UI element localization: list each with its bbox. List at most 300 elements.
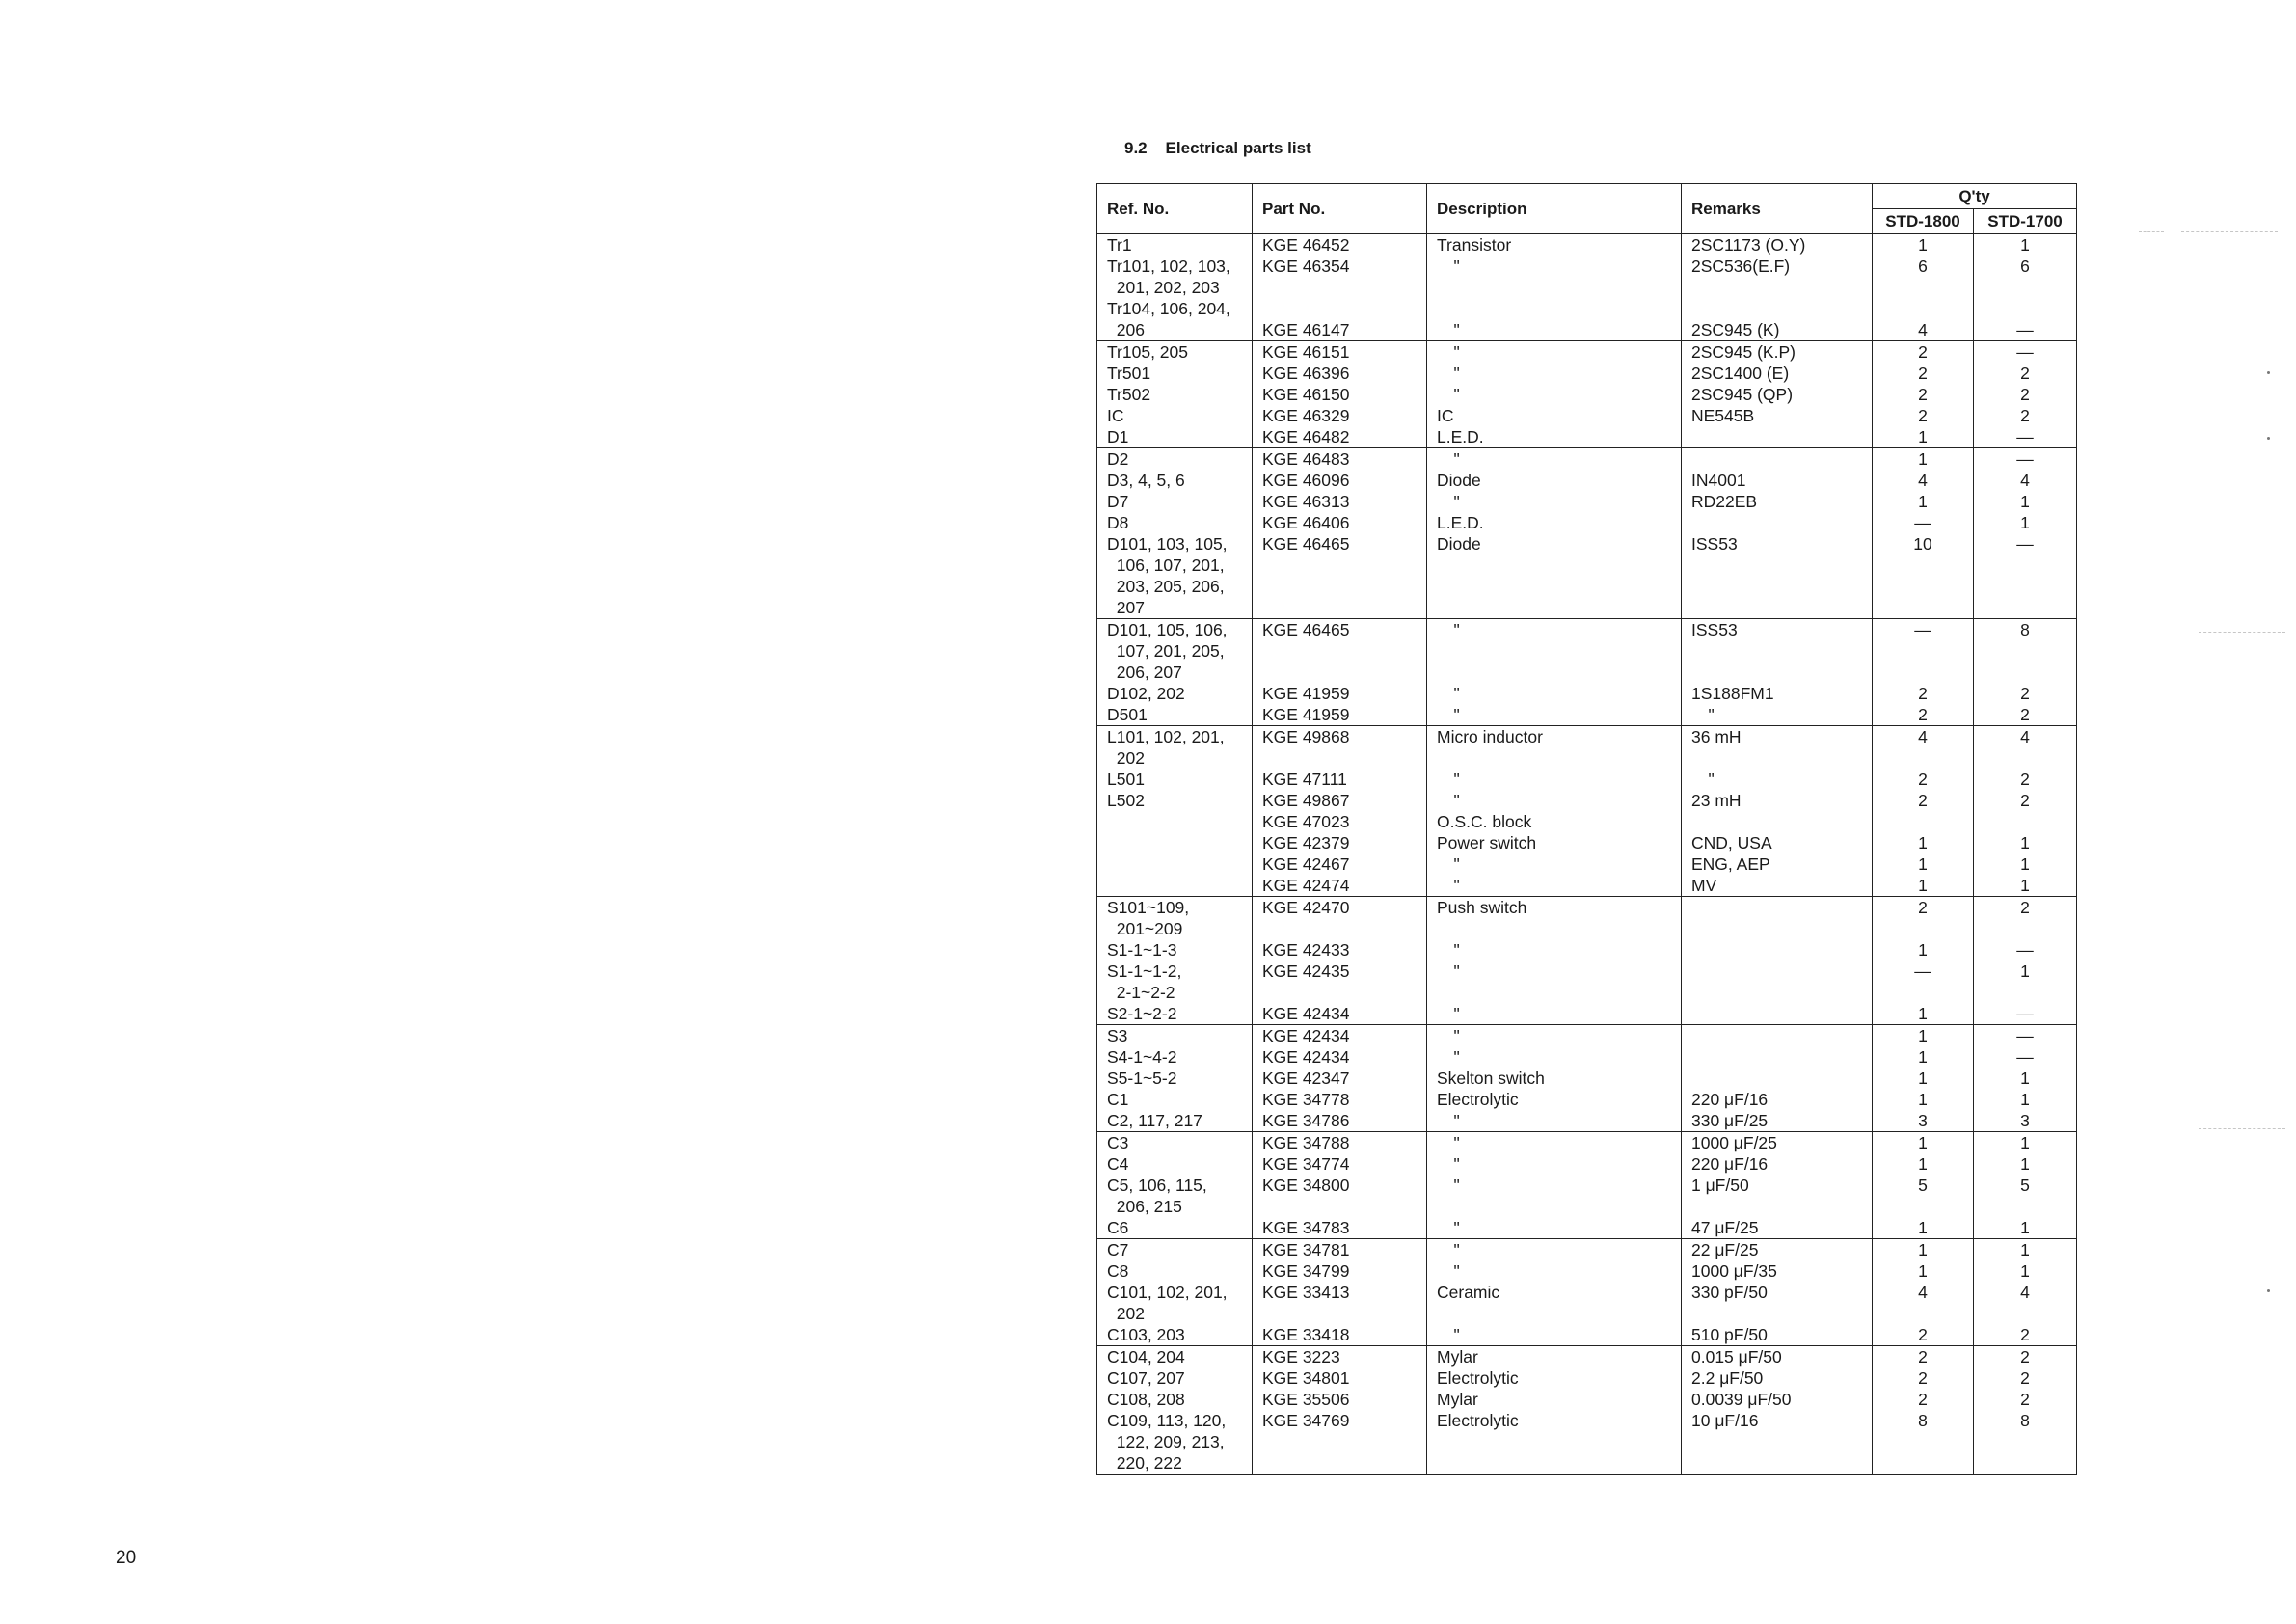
cell-part-no: KGE 46452: [1253, 234, 1427, 257]
header-remarks: Remarks: [1682, 184, 1873, 234]
cell-part-no: KGE 34799: [1253, 1260, 1427, 1282]
cell-remarks: [1682, 1068, 1873, 1089]
cell-qty-std-1800: 2: [1873, 769, 1974, 790]
table-row: [1097, 512, 2077, 533]
cell-ref-no: Tr501: [1097, 363, 1253, 384]
cell-qty-std-1800: 1: [1873, 234, 1974, 257]
cell-part-no: KGE 41959: [1253, 704, 1427, 726]
cell-part-no: KGE 42434: [1253, 1025, 1427, 1047]
cell-remarks: 220 μF/16: [1682, 1089, 1873, 1110]
cell-description: ": [1427, 1025, 1682, 1047]
cell-ref-no: S101~109, 201~209: [1097, 897, 1253, 940]
table-row: [1097, 1025, 2077, 1047]
cell-ref-no: S3: [1097, 1025, 1253, 1047]
cell-qty-std-1800: 2: [1873, 363, 1974, 384]
cell-qty-std-1800: 1: [1873, 448, 1974, 471]
cell-ref-no: C6: [1097, 1217, 1253, 1239]
table-body: [1097, 234, 2077, 1475]
table-row: [1097, 1389, 2077, 1410]
cell-qty-std-1800: 1: [1873, 853, 1974, 875]
cell-description: Power switch: [1427, 832, 1682, 853]
cell-remarks: 2SC945 (QP): [1682, 384, 1873, 405]
cell-ref-no: C3: [1097, 1132, 1253, 1154]
cell-qty-std-1800: 1: [1873, 1068, 1974, 1089]
cell-remarks: [1682, 939, 1873, 961]
cell-remarks: 2SC945 (K.P): [1682, 341, 1873, 364]
cell-qty-std-1800: 1: [1873, 939, 1974, 961]
table-row: [1097, 384, 2077, 405]
cell-qty-std-1800: 4: [1873, 726, 1974, 770]
cell-description: Electrolytic: [1427, 1367, 1682, 1389]
cell-description: ": [1427, 939, 1682, 961]
table-row: [1097, 619, 2077, 684]
table-row: [1097, 1132, 2077, 1154]
cell-part-no: KGE 34788: [1253, 1132, 1427, 1154]
cell-ref-no: [1097, 832, 1253, 853]
cell-ref-no: C103, 203: [1097, 1324, 1253, 1346]
cell-part-no: KGE 34801: [1253, 1367, 1427, 1389]
cell-remarks: NE545B: [1682, 405, 1873, 426]
cell-qty-std-1700: 2: [1974, 1389, 2077, 1410]
cell-part-no: KGE 42434: [1253, 1046, 1427, 1068]
table-row: [1097, 1089, 2077, 1110]
cell-description: L.E.D.: [1427, 512, 1682, 533]
cell-remarks: [1682, 1025, 1873, 1047]
cell-description: ": [1427, 853, 1682, 875]
cell-description: ": [1427, 683, 1682, 704]
cell-part-no: KGE 42474: [1253, 875, 1427, 897]
cell-qty-std-1800: 10: [1873, 533, 1974, 619]
cell-remarks: 2SC536(E.F): [1682, 256, 1873, 298]
cell-remarks: 0.015 μF/50: [1682, 1346, 1873, 1368]
cell-part-no: KGE 46483: [1253, 448, 1427, 471]
cell-description: ": [1427, 1110, 1682, 1132]
cell-remarks: 2.2 μF/50: [1682, 1367, 1873, 1389]
cell-remarks: [1682, 1003, 1873, 1025]
cell-qty-std-1800: 2: [1873, 1324, 1974, 1346]
cell-qty-std-1700: —: [1974, 448, 2077, 471]
cell-qty-std-1700: —: [1974, 939, 2077, 961]
cell-ref-no: D2: [1097, 448, 1253, 471]
empty-cell: [1253, 1474, 1427, 1475]
cell-qty-std-1700: —: [1974, 1046, 2077, 1068]
cell-remarks: 36 mH: [1682, 726, 1873, 770]
cell-description: ": [1427, 1175, 1682, 1217]
table-row: [1097, 405, 2077, 426]
scan-speck: [2267, 371, 2270, 374]
cell-remarks: 2SC1400 (E): [1682, 363, 1873, 384]
cell-part-no: KGE 34778: [1253, 1089, 1427, 1110]
cell-remarks: [1682, 426, 1873, 448]
cell-ref-no: [1097, 853, 1253, 875]
cell-description: Micro inductor: [1427, 726, 1682, 770]
table-row: [1097, 1260, 2077, 1282]
cell-part-no: KGE 46329: [1253, 405, 1427, 426]
cell-part-no: KGE 47023: [1253, 811, 1427, 832]
cell-qty-std-1700: —: [1974, 1025, 2077, 1047]
cell-ref-no: Tr104, 106, 204, 206: [1097, 298, 1253, 341]
cell-ref-no: D102, 202: [1097, 683, 1253, 704]
cell-qty-std-1700: —: [1974, 426, 2077, 448]
cell-qty-std-1800: 4: [1873, 1282, 1974, 1324]
table-row: [1097, 1046, 2077, 1068]
cell-qty-std-1800: 4: [1873, 470, 1974, 491]
section-heading: Electrical parts list: [1165, 139, 1311, 157]
cell-ref-no: L101, 102, 201, 202: [1097, 726, 1253, 770]
table-row: [1097, 1003, 2077, 1025]
cell-ref-no: Tr105, 205: [1097, 341, 1253, 364]
cell-part-no: KGE 46096: [1253, 470, 1427, 491]
table-row: [1097, 1346, 2077, 1368]
cell-remarks: [1682, 961, 1873, 1003]
cell-remarks: 1000 μF/25: [1682, 1132, 1873, 1154]
cell-remarks: MV: [1682, 875, 1873, 897]
cell-qty-std-1800: 1: [1873, 1046, 1974, 1068]
cell-part-no: KGE 49867: [1253, 790, 1427, 811]
cell-description: IC: [1427, 405, 1682, 426]
cell-description: Mylar: [1427, 1346, 1682, 1368]
table-row: [1097, 234, 2077, 257]
cell-qty-std-1800: 4: [1873, 298, 1974, 341]
table-row: [1097, 1282, 2077, 1324]
cell-part-no: KGE 42347: [1253, 1068, 1427, 1089]
cell-qty-std-1700: 1: [1974, 853, 2077, 875]
table-row: [1097, 491, 2077, 512]
margin-mark: [2139, 231, 2164, 232]
table-row: [1097, 811, 2077, 832]
cell-ref-no: S4-1~4-2: [1097, 1046, 1253, 1068]
table-row: [1097, 1410, 2077, 1474]
table-row: [1097, 875, 2077, 897]
table-row: [1097, 1153, 2077, 1175]
cell-qty-std-1700: 3: [1974, 1110, 2077, 1132]
cell-qty-std-1800: [1873, 811, 1974, 832]
cell-part-no: KGE 46147: [1253, 298, 1427, 341]
cell-remarks: [1682, 811, 1873, 832]
cell-qty-std-1700: 1: [1974, 1089, 2077, 1110]
cell-description: Skelton switch: [1427, 1068, 1682, 1089]
cell-ref-no: C4: [1097, 1153, 1253, 1175]
table-row: [1097, 704, 2077, 726]
cell-remarks: 23 mH: [1682, 790, 1873, 811]
cell-qty-std-1700: 2: [1974, 790, 2077, 811]
cell-qty-std-1800: 3: [1873, 1110, 1974, 1132]
cell-qty-std-1700: 1: [1974, 512, 2077, 533]
cell-remarks: ISS53: [1682, 619, 1873, 684]
cell-qty-std-1700: 1: [1974, 1217, 2077, 1239]
cell-qty-std-1800: —: [1873, 961, 1974, 1003]
cell-qty-std-1800: 1: [1873, 1239, 1974, 1261]
cell-qty-std-1800: 2: [1873, 1389, 1974, 1410]
cell-qty-std-1800: 2: [1873, 1346, 1974, 1368]
cell-qty-std-1700: 1: [1974, 234, 2077, 257]
cell-description: Mylar: [1427, 1389, 1682, 1410]
cell-description: ": [1427, 961, 1682, 1003]
cell-part-no: KGE 34800: [1253, 1175, 1427, 1217]
table-filler-row: [1097, 1474, 2077, 1475]
cell-qty-std-1700: 5: [1974, 1175, 2077, 1217]
cell-remarks: 330 μF/25: [1682, 1110, 1873, 1132]
table-row: [1097, 853, 2077, 875]
cell-ref-no: C104, 204: [1097, 1346, 1253, 1368]
cell-ref-no: D7: [1097, 491, 1253, 512]
cell-description: ": [1427, 1132, 1682, 1154]
cell-ref-no: S2-1~2-2: [1097, 1003, 1253, 1025]
cell-part-no: KGE 34774: [1253, 1153, 1427, 1175]
section-number: 9.2: [1124, 139, 1148, 157]
cell-ref-no: C109, 113, 120, 122, 209, 213, 220, 222: [1097, 1410, 1253, 1474]
cell-part-no: KGE 42379: [1253, 832, 1427, 853]
table-row: [1097, 1110, 2077, 1132]
cell-qty-std-1700: 2: [1974, 704, 2077, 726]
table-row: [1097, 726, 2077, 770]
cell-remarks: [1682, 897, 1873, 940]
cell-part-no: KGE 34769: [1253, 1410, 1427, 1474]
cell-description: Transistor: [1427, 234, 1682, 257]
cell-ref-no: D101, 105, 106, 107, 201, 205, 206, 207: [1097, 619, 1253, 684]
cell-qty-std-1700: —: [1974, 298, 2077, 341]
cell-ref-no: Tr502: [1097, 384, 1253, 405]
section-title: [1124, 139, 1311, 158]
cell-part-no: KGE 47111: [1253, 769, 1427, 790]
cell-qty-std-1700: [1974, 811, 2077, 832]
cell-qty-std-1700: —: [1974, 341, 2077, 364]
cell-description: ": [1427, 341, 1682, 364]
cell-description: Diode: [1427, 470, 1682, 491]
cell-remarks: 510 pF/50: [1682, 1324, 1873, 1346]
cell-ref-no: Tr101, 102, 103, 201, 202, 203: [1097, 256, 1253, 298]
cell-description: Electrolytic: [1427, 1089, 1682, 1110]
cell-remarks: IN4001: [1682, 470, 1873, 491]
cell-qty-std-1800: 2: [1873, 405, 1974, 426]
cell-remarks: ": [1682, 704, 1873, 726]
cell-qty-std-1700: 2: [1974, 363, 2077, 384]
cell-part-no: KGE 42435: [1253, 961, 1427, 1003]
table-row: [1097, 363, 2077, 384]
cell-remarks: 1000 μF/35: [1682, 1260, 1873, 1282]
cell-description: Push switch: [1427, 897, 1682, 940]
cell-part-no: KGE 46151: [1253, 341, 1427, 364]
cell-part-no: KGE 42467: [1253, 853, 1427, 875]
cell-ref-no: C7: [1097, 1239, 1253, 1261]
cell-ref-no: C8: [1097, 1260, 1253, 1282]
cell-ref-no: [1097, 811, 1253, 832]
cell-description: O.S.C. block: [1427, 811, 1682, 832]
cell-remarks: CND, USA: [1682, 832, 1873, 853]
cell-qty-std-1700: 1: [1974, 1260, 2077, 1282]
cell-ref-no: L502: [1097, 790, 1253, 811]
cell-qty-std-1700: 1: [1974, 1132, 2077, 1154]
table-row: [1097, 1239, 2077, 1261]
cell-qty-std-1700: 2: [1974, 769, 2077, 790]
table-row: [1097, 533, 2077, 619]
cell-qty-std-1700: 4: [1974, 726, 2077, 770]
cell-ref-no: S1-1~1-3: [1097, 939, 1253, 961]
cell-ref-no: [1097, 875, 1253, 897]
table-row: [1097, 683, 2077, 704]
cell-qty-std-1800: 2: [1873, 790, 1974, 811]
cell-part-no: KGE 46482: [1253, 426, 1427, 448]
table-row: [1097, 1367, 2077, 1389]
cell-qty-std-1800: 1: [1873, 875, 1974, 897]
cell-qty-std-1800: 1: [1873, 1153, 1974, 1175]
cell-part-no: KGE 34783: [1253, 1217, 1427, 1239]
cell-qty-std-1700: 8: [1974, 1410, 2077, 1474]
cell-part-no: KGE 46150: [1253, 384, 1427, 405]
table-row: [1097, 790, 2077, 811]
empty-cell: [1682, 1474, 1873, 1475]
margin-mark: [2199, 1128, 2285, 1129]
header-qty: Q'ty: [1873, 184, 2077, 209]
cell-qty-std-1800: 1: [1873, 1089, 1974, 1110]
cell-qty-std-1700: 1: [1974, 875, 2077, 897]
cell-ref-no: C107, 207: [1097, 1367, 1253, 1389]
cell-remarks: 10 μF/16: [1682, 1410, 1873, 1474]
cell-remarks: 47 μF/25: [1682, 1217, 1873, 1239]
cell-ref-no: IC: [1097, 405, 1253, 426]
cell-description: ": [1427, 1260, 1682, 1282]
cell-ref-no: S5-1~5-2: [1097, 1068, 1253, 1089]
empty-cell: [1097, 1474, 1253, 1475]
cell-description: ": [1427, 790, 1682, 811]
cell-ref-no: C1: [1097, 1089, 1253, 1110]
page-number: 20: [116, 1548, 137, 1568]
cell-qty-std-1800: 1: [1873, 491, 1974, 512]
cell-qty-std-1700: 1: [1974, 832, 2077, 853]
cell-qty-std-1700: 2: [1974, 384, 2077, 405]
cell-part-no: KGE 46406: [1253, 512, 1427, 533]
header-ref-no: Ref. No.: [1097, 184, 1253, 234]
header-description: Description: [1427, 184, 1682, 234]
cell-ref-no: L501: [1097, 769, 1253, 790]
cell-qty-std-1700: 4: [1974, 470, 2077, 491]
cell-description: ": [1427, 1217, 1682, 1239]
cell-qty-std-1800: 2: [1873, 897, 1974, 940]
cell-part-no: KGE 35506: [1253, 1389, 1427, 1410]
cell-qty-std-1700: —: [1974, 1003, 2077, 1025]
cell-description: ": [1427, 1046, 1682, 1068]
cell-qty-std-1800: 6: [1873, 256, 1974, 298]
table-row: [1097, 298, 2077, 341]
cell-qty-std-1700: 2: [1974, 897, 2077, 940]
table-row: [1097, 256, 2077, 298]
cell-description: Diode: [1427, 533, 1682, 619]
cell-description: ": [1427, 769, 1682, 790]
cell-part-no: KGE 33413: [1253, 1282, 1427, 1324]
cell-qty-std-1800: —: [1873, 512, 1974, 533]
cell-description: ": [1427, 384, 1682, 405]
cell-ref-no: D101, 103, 105, 106, 107, 201, 203, 205, 206, 207: [1097, 533, 1253, 619]
cell-qty-std-1800: 1: [1873, 1260, 1974, 1282]
cell-qty-std-1800: 8: [1873, 1410, 1974, 1474]
cell-part-no: KGE 46465: [1253, 533, 1427, 619]
table-row: [1097, 832, 2077, 853]
cell-ref-no: C2, 117, 217: [1097, 1110, 1253, 1132]
cell-description: ": [1427, 619, 1682, 684]
cell-description: ": [1427, 1324, 1682, 1346]
cell-qty-std-1700: 6: [1974, 256, 2077, 298]
empty-cell: [1873, 1474, 1974, 1475]
cell-qty-std-1700: 8: [1974, 619, 2077, 684]
cell-qty-std-1800: 1: [1873, 1217, 1974, 1239]
cell-part-no: KGE 46354: [1253, 256, 1427, 298]
table-row: [1097, 1068, 2077, 1089]
header-std-1700: STD-1700: [1974, 209, 2077, 234]
cell-qty-std-1700: 2: [1974, 1324, 2077, 1346]
cell-qty-std-1700: 2: [1974, 405, 2077, 426]
electrical-parts-table: [1096, 183, 2077, 1475]
cell-qty-std-1700: 1: [1974, 1068, 2077, 1089]
cell-description: L.E.D.: [1427, 426, 1682, 448]
cell-qty-std-1800: 2: [1873, 1367, 1974, 1389]
cell-remarks: 220 μF/16: [1682, 1153, 1873, 1175]
table-row: [1097, 1324, 2077, 1346]
scan-speck: [2267, 1289, 2270, 1292]
cell-description: ": [1427, 875, 1682, 897]
cell-qty-std-1800: 2: [1873, 704, 1974, 726]
cell-part-no: KGE 49868: [1253, 726, 1427, 770]
scan-speck: [2267, 437, 2270, 440]
table-row: [1097, 939, 2077, 961]
cell-part-no: KGE 33418: [1253, 1324, 1427, 1346]
cell-qty-std-1800: 5: [1873, 1175, 1974, 1217]
header-part-no: Part No.: [1253, 184, 1427, 234]
cell-qty-std-1700: 2: [1974, 683, 2077, 704]
cell-remarks: ENG, AEP: [1682, 853, 1873, 875]
cell-ref-no: D501: [1097, 704, 1253, 726]
cell-part-no: KGE 3223: [1253, 1346, 1427, 1368]
cell-description: ": [1427, 491, 1682, 512]
cell-qty-std-1700: —: [1974, 533, 2077, 619]
cell-ref-no: C101, 102, 201, 202: [1097, 1282, 1253, 1324]
cell-part-no: KGE 42470: [1253, 897, 1427, 940]
cell-remarks: 1 μF/50: [1682, 1175, 1873, 1217]
cell-part-no: KGE 46396: [1253, 363, 1427, 384]
cell-qty-std-1800: 1: [1873, 1132, 1974, 1154]
cell-remarks: 330 pF/50: [1682, 1282, 1873, 1324]
cell-qty-std-1700: 2: [1974, 1346, 2077, 1368]
cell-qty-std-1800: 1: [1873, 832, 1974, 853]
cell-remarks: [1682, 448, 1873, 471]
cell-part-no: KGE 34781: [1253, 1239, 1427, 1261]
margin-mark: [2181, 231, 2278, 232]
cell-remarks: 2SC1173 (O.Y): [1682, 234, 1873, 257]
table-row: [1097, 426, 2077, 448]
cell-remarks: ISS53: [1682, 533, 1873, 619]
cell-qty-std-1800: 1: [1873, 1003, 1974, 1025]
cell-part-no: KGE 34786: [1253, 1110, 1427, 1132]
cell-description: Electrolytic: [1427, 1410, 1682, 1474]
cell-remarks: 22 μF/25: [1682, 1239, 1873, 1261]
table-row: [1097, 341, 2077, 364]
table-row: [1097, 1217, 2077, 1239]
cell-qty-std-1800: 2: [1873, 341, 1974, 364]
cell-ref-no: C108, 208: [1097, 1389, 1253, 1410]
cell-qty-std-1700: 1: [1974, 1239, 2077, 1261]
cell-qty-std-1800: —: [1873, 619, 1974, 684]
cell-remarks: 2SC945 (K): [1682, 298, 1873, 341]
table-row: [1097, 470, 2077, 491]
cell-remarks: 0.0039 μF/50: [1682, 1389, 1873, 1410]
empty-cell: [1974, 1474, 2077, 1475]
cell-ref-no: D8: [1097, 512, 1253, 533]
cell-description: ": [1427, 256, 1682, 298]
table-row: [1097, 897, 2077, 940]
cell-part-no: KGE 41959: [1253, 683, 1427, 704]
cell-qty-std-1800: 1: [1873, 426, 1974, 448]
cell-description: ": [1427, 1239, 1682, 1261]
cell-ref-no: Tr1: [1097, 234, 1253, 257]
